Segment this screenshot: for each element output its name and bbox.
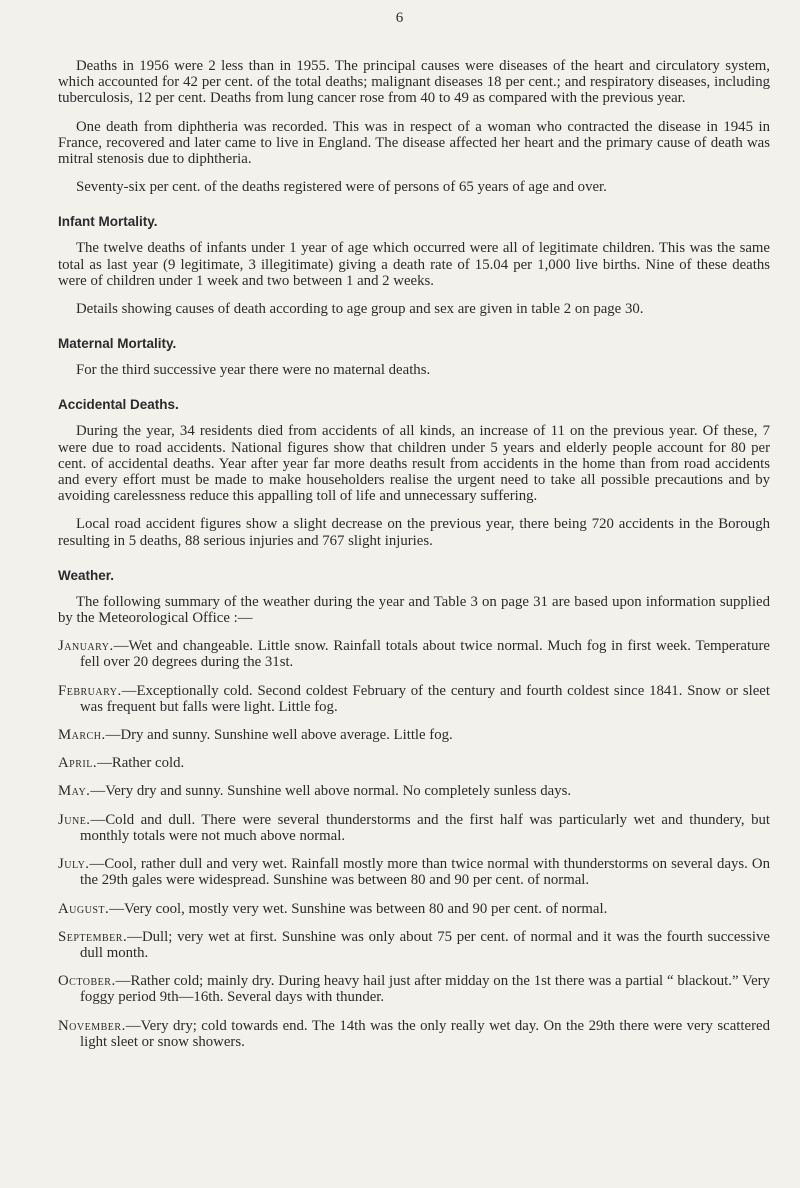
maternal-paragraph: For the third successive year there were no maternal deaths. xyxy=(76,362,431,379)
month-text: —Dull; very wet at first. Sunshine was only about 75 per cent. of normal and it was the fourth successive dull month. xyxy=(80,928,770,961)
month-entry-july xyxy=(58,856,770,888)
month-name: March. xyxy=(58,727,106,744)
month-name: May. xyxy=(58,783,91,800)
heading-infant-mortality: Infant Mortality. xyxy=(58,214,158,230)
month-entry-june xyxy=(58,812,770,844)
month-name: October. xyxy=(58,973,116,990)
intro-paragraph-diphtheria: One death from diphtheria was recorded. This was in respect of a woman who contracted the disease in 1945 in France, recovered and later came to live in England. The disease affected her heart and the primary cause of death was mitral stenosis due to diphtheria. xyxy=(58,118,770,168)
page-number: 6 xyxy=(395,10,405,26)
month-text: —Rather cold. xyxy=(97,755,185,772)
month-name: July. xyxy=(58,856,90,873)
month-text: —Very dry and sunny. Sunshine well above normal. No completely sunless days. xyxy=(90,783,572,800)
heading-maternal-mortality: Maternal Mortality. xyxy=(58,336,177,352)
weather-intro: The following summary of the weather during the year and Table 3 on page 31 are based upon information supplied by the Meteorological Office :— xyxy=(58,593,770,627)
month-name: June. xyxy=(58,811,91,828)
month-text: —Cold and dull. There were several thunderstorms and the first half was particularly wet and thundery, but monthly totals were not much above normal. xyxy=(80,811,770,844)
month-entry-april xyxy=(58,755,770,771)
month-name: February. xyxy=(58,682,122,699)
month-entry-january xyxy=(58,638,770,670)
month-text: —Very cool, mostly very wet. Sunshine was between 80 and 90 per cent. of normal. xyxy=(109,900,608,917)
month-text: —Exceptionally cold. Second coldest February of the century and fourth coldest since 1841. Snow or sleet was frequent but falls were light. Little fog. xyxy=(80,682,770,715)
accidental-paragraph-1: During the year, 34 residents died from accidents of all kinds, an increase of 11 on the previous year. Of these, 7 were due to road accidents. National figures show that children under 5 years and elderly people account for 80 per cent. of accidental deaths. Year after year far more deaths result from accidents in the home than from road accidents and every effort must be made to make householders realise the urgent need to take all possible precautions and by avoiding carelessness reduce this appalling toll of life and unnecessary suffering. xyxy=(58,423,770,505)
month-entry-may xyxy=(58,783,770,799)
month-name: September. xyxy=(58,928,128,945)
intro-paragraph-elderly: Seventy-six per cent. of the deaths registered were of persons of 65 years of age and over. xyxy=(76,179,607,196)
month-name: August. xyxy=(58,900,110,917)
page-body xyxy=(58,58,770,1050)
heading-accidental-deaths: Accidental Deaths. xyxy=(58,397,179,413)
month-text: —Wet and changeable. Little snow. Rainfall totals about twice normal. Much fog in first week. Temperature fell over 20 degrees during the 31st. xyxy=(80,638,770,671)
infant-paragraph-1: The twelve deaths of infants under 1 year of age which occurred were all of legitimate children. This was the same total as last year (9 legitimate, 3 illegitimate) giving a death rate of 15.04 per 1,000 live births. Nine of these deaths were of children under 1 week and two between 1 and 2 weeks. xyxy=(58,240,770,289)
month-text: —Dry and sunny. Sunshine well above average. Little fog. xyxy=(105,727,453,744)
month-entry-september xyxy=(58,929,770,961)
infant-paragraph-2: Details showing causes of death according to age group and sex are given in table 2 on page 30. xyxy=(76,301,644,318)
month-entry-august xyxy=(58,901,770,917)
month-text: —Rather cold; mainly dry. During heavy hail just after midday on the 1st there was a partial “ blackout.” Very foggy period 9th—16th. Several days with thunder. xyxy=(80,973,770,1006)
month-text: —Very dry; cold towards end. The 14th was the only really wet day. On the 29th there were very scattered light sleet or snow showers. xyxy=(80,1017,770,1050)
month-name: January. xyxy=(58,638,114,655)
accidental-paragraph-2: Local road accident figures show a slight decrease on the previous year, there being 720 accidents in the Borough resulting in 5 deaths, 88 serious injuries and 767 slight injuries. xyxy=(58,516,770,549)
month-text: —Cool, rather dull and very wet. Rainfall mostly more than twice normal with thunderstorms on several days. On the 29th gales were widespread. Sunshine was between 80 and 90 per cent. of normal. xyxy=(80,856,770,889)
month-entry-november xyxy=(58,1018,770,1050)
month-name: April. xyxy=(58,755,98,772)
month-entry-october xyxy=(58,973,770,1005)
month-entry-february xyxy=(58,683,770,715)
intro-paragraph-deaths: Deaths in 1956 were 2 less than in 1955. The principal causes were diseases of the heart and circulatory system, which accounted for 42 per cent. of the total deaths; malignant diseases 18 per cent.; and respiratory diseases, including tuberculosis, 12 per cent. Deaths from lung cancer rose from 40 to 49 as compared with the previous year. xyxy=(58,58,770,107)
month-entry-march xyxy=(58,727,770,743)
month-name: November. xyxy=(58,1017,126,1034)
heading-weather: Weather. xyxy=(58,567,115,583)
